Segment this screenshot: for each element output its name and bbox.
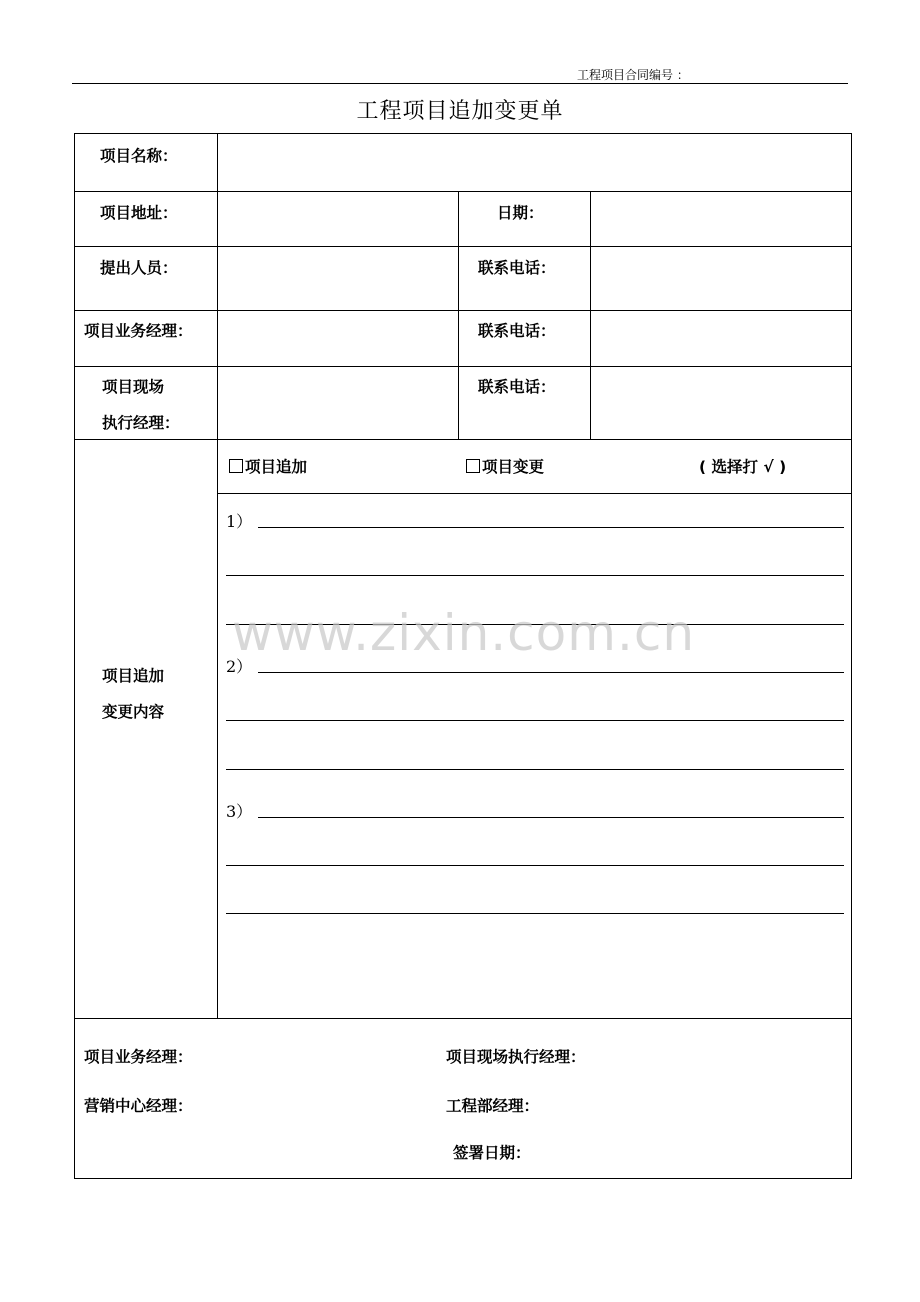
content-label-line2: 变更内容 xyxy=(102,703,165,721)
document-title: 工程项目追加变更单 xyxy=(356,99,564,124)
option-add-label: 项目追加 xyxy=(245,458,308,476)
phone-label: 联系电话： xyxy=(478,259,556,277)
business-manager-label: 项目业务经理： xyxy=(84,322,193,340)
writing-line[interactable] xyxy=(226,769,844,770)
phone-label: 联系电话： xyxy=(478,322,556,340)
column-divider xyxy=(217,134,218,1018)
site-manager-label-line1: 项目现场 xyxy=(102,378,165,396)
row-divider xyxy=(217,493,851,494)
writing-line[interactable] xyxy=(226,913,844,914)
item-number: 3） xyxy=(226,802,253,821)
option-change-label: 项目变更 xyxy=(482,458,545,476)
sign-engineering-manager: 工程部经理： xyxy=(446,1097,540,1115)
writing-line[interactable] xyxy=(258,817,844,818)
watermark: www.zixin.com.cn xyxy=(232,604,696,662)
column-divider xyxy=(590,191,591,439)
proposer-label: 提出人员： xyxy=(100,259,178,277)
contract-number-label: 工程项目合同编号 ： xyxy=(577,68,689,82)
option-change[interactable] xyxy=(466,455,544,477)
writing-line[interactable] xyxy=(226,865,844,866)
checkbox-icon[interactable] xyxy=(466,459,480,473)
item-number: 2） xyxy=(226,657,253,676)
item-number: 1） xyxy=(226,512,253,531)
row-divider xyxy=(75,439,851,440)
column-divider xyxy=(458,191,459,439)
writing-line[interactable] xyxy=(226,720,844,721)
writing-line[interactable] xyxy=(258,672,844,673)
project-address-label: 项目地址： xyxy=(100,204,178,222)
row-divider xyxy=(75,366,851,367)
writing-line[interactable] xyxy=(226,575,844,576)
phone-label: 联系电话： xyxy=(478,378,556,396)
sign-site-exec-manager: 项目现场执行经理： xyxy=(446,1048,586,1066)
header-divider xyxy=(72,83,848,84)
sign-marketing-manager: 营销中心经理： xyxy=(84,1097,193,1115)
content-label-line1: 项目追加 xyxy=(102,667,165,685)
row-divider xyxy=(75,191,851,192)
site-manager-label-line2: 执行经理： xyxy=(102,414,180,432)
row-divider xyxy=(75,310,851,311)
row-divider xyxy=(75,1018,851,1019)
option-add[interactable] xyxy=(229,455,307,477)
writing-line[interactable] xyxy=(258,527,844,528)
row-divider xyxy=(75,246,851,247)
date-label: 日期： xyxy=(497,204,544,222)
checkbox-icon[interactable] xyxy=(229,459,243,473)
project-name-label: 项目名称： xyxy=(100,147,178,165)
sign-date: 签署日期： xyxy=(453,1144,531,1162)
sign-business-manager: 项目业务经理： xyxy=(84,1048,193,1066)
select-hint: ( 选择打 √ ) xyxy=(699,458,787,476)
